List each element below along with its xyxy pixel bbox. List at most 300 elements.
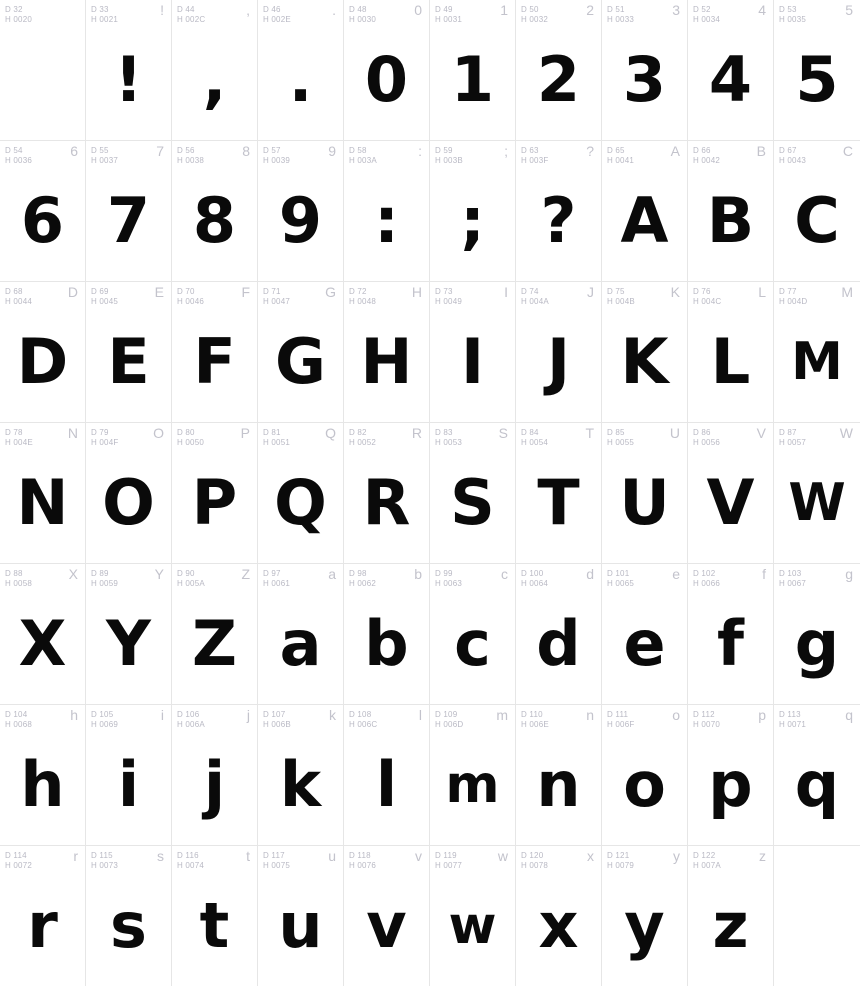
glyph-reference-character: n	[586, 707, 594, 723]
glyph-reference-character: U	[669, 425, 680, 441]
glyph-decimal-code: D 112	[693, 710, 715, 719]
glyph-decimal-code: D 83	[435, 428, 453, 437]
glyph-sample: C	[794, 184, 840, 257]
glyph-hex-code: H 0063	[435, 579, 462, 588]
glyph-decimal-code: D 57	[263, 146, 281, 155]
glyph-decimal-code: D 67	[779, 146, 797, 155]
glyph-cell[interactable]	[688, 705, 774, 845]
glyph-cell[interactable]	[516, 141, 602, 281]
glyph-hex-code: H 006F	[607, 720, 635, 729]
glyph-decimal-code: D 55	[91, 146, 109, 155]
glyph-reference-character: f	[762, 566, 766, 582]
glyph-sample: 3	[622, 43, 667, 116]
glyph-decimal-code: D 100	[521, 569, 544, 578]
glyph-reference-character: 4	[758, 2, 766, 18]
glyph-codepoint-meta	[435, 851, 462, 871]
glyph-cell[interactable]	[258, 0, 344, 140]
glyph-cell[interactable]	[172, 141, 258, 281]
glyph-reference-character: v	[415, 848, 422, 864]
glyph-reference-character: t	[246, 848, 250, 864]
glyph-decimal-code: D 48	[349, 5, 367, 14]
glyph-hex-code: H 0061	[263, 579, 290, 588]
glyph-cell[interactable]	[344, 564, 430, 704]
glyph-decimal-code: D 53	[779, 5, 797, 14]
glyph-cell[interactable]	[172, 282, 258, 422]
glyph-cell[interactable]	[430, 705, 516, 845]
glyph-cell[interactable]	[688, 564, 774, 704]
glyph-cell[interactable]	[430, 846, 516, 986]
glyph-codepoint-meta	[263, 710, 291, 730]
glyph-cell[interactable]	[688, 141, 774, 281]
glyph-hex-code: H 0020	[5, 15, 32, 24]
glyph-reference-character: o	[672, 707, 680, 723]
glyph-hex-code: H 0055	[607, 438, 634, 447]
glyph-reference-character: W	[839, 425, 853, 441]
glyph-hex-code: H 004B	[607, 297, 635, 306]
glyph-reference-character: m	[496, 707, 508, 723]
glyph-reference-character: B	[756, 143, 766, 159]
glyph-hex-code: H 0030	[349, 15, 376, 24]
glyph-reference-character: F	[241, 284, 250, 300]
glyph-reference-character: b	[414, 566, 422, 582]
glyph-sample: Y	[106, 607, 151, 680]
glyph-reference-character: Q	[325, 425, 336, 441]
glyph-sample: f	[717, 607, 744, 680]
glyph-hex-code: H 005A	[177, 579, 205, 588]
glyph-sample: i	[117, 748, 140, 821]
glyph-decimal-code: D 118	[349, 851, 371, 860]
glyph-hex-code: H 0075	[263, 861, 290, 870]
glyph-codepoint-meta	[177, 287, 204, 307]
glyph-decimal-code: D 117	[263, 851, 285, 860]
glyph-cell[interactable]	[688, 846, 774, 986]
glyph-hex-code: H 0079	[607, 861, 634, 870]
glyph-sample: 6	[20, 184, 65, 257]
glyph-codepoint-meta	[435, 710, 463, 730]
glyph-hex-code: H 0054	[521, 438, 548, 447]
glyph-decimal-code: D 121	[607, 851, 630, 860]
glyph-codepoint-meta	[349, 5, 376, 25]
glyph-reference-character: 3	[672, 2, 680, 18]
glyph-cell[interactable]	[602, 564, 688, 704]
glyph-sample: k	[279, 748, 322, 821]
glyph-sample: :	[374, 184, 399, 257]
glyph-decimal-code: D 68	[5, 287, 23, 296]
glyph-codepoint-meta	[263, 569, 290, 589]
glyph-hex-code: H 0039	[263, 156, 290, 165]
glyph-reference-character: y	[673, 848, 680, 864]
glyph-hex-code: H 0053	[435, 438, 462, 447]
glyph-sample: q	[794, 748, 840, 821]
glyph-reference-character: p	[758, 707, 766, 723]
glyph-sample: 9	[278, 184, 323, 257]
glyph-decimal-code: D 77	[779, 287, 797, 296]
glyph-decimal-code: D 107	[263, 710, 286, 719]
glyph-hex-code: H 004A	[521, 297, 549, 306]
glyph-sample: R	[362, 466, 411, 539]
glyph-codepoint-meta	[349, 428, 376, 448]
glyph-decimal-code: D 87	[779, 428, 797, 437]
glyph-reference-character: E	[154, 284, 164, 300]
glyph-codepoint-meta	[607, 5, 634, 25]
glyph-decimal-code: D 81	[263, 428, 281, 437]
glyph-cell[interactable]	[172, 705, 258, 845]
glyph-decimal-code: D 71	[263, 287, 281, 296]
glyph-reference-character: T	[585, 425, 594, 441]
glyph-cell[interactable]	[688, 0, 774, 140]
glyph-hex-code: H 0076	[349, 861, 376, 870]
glyph-decimal-code: D 119	[435, 851, 457, 860]
glyph-codepoint-meta	[521, 569, 548, 589]
glyph-decimal-code: D 90	[177, 569, 195, 578]
glyph-cell[interactable]	[258, 282, 344, 422]
glyph-sample: E	[107, 325, 150, 398]
glyph-reference-character: j	[246, 707, 250, 723]
glyph-reference-character: G	[325, 284, 336, 300]
glyph-sample: A	[620, 184, 669, 257]
glyph-sample	[774, 872, 860, 980]
glyph-codepoint-meta	[5, 428, 33, 448]
glyph-cell[interactable]	[602, 141, 688, 281]
glyph-decimal-code: D 73	[435, 287, 453, 296]
glyph-sample: T	[537, 466, 580, 539]
glyph-decimal-code: D 56	[177, 146, 195, 155]
glyph-codepoint-meta	[435, 287, 462, 307]
glyph-decimal-code: D 106	[177, 710, 200, 719]
glyph-decimal-code: D 86	[693, 428, 711, 437]
glyph-hex-code: H 0071	[779, 720, 806, 729]
glyph-cell[interactable]	[0, 564, 86, 704]
glyph-cell[interactable]	[430, 282, 516, 422]
glyph-cell[interactable]	[430, 564, 516, 704]
glyph-sample: w	[448, 896, 497, 956]
glyph-codepoint-meta	[435, 146, 463, 166]
glyph-reference-character: :	[418, 143, 422, 159]
glyph-decimal-code: D 66	[693, 146, 711, 155]
glyph-codepoint-meta	[779, 5, 806, 25]
glyph-cell[interactable]	[516, 0, 602, 140]
glyph-hex-code: H 0069	[91, 720, 118, 729]
glyph-codepoint-meta	[693, 569, 720, 589]
glyph-decimal-code: D 113	[779, 710, 801, 719]
glyph-sample: y	[624, 889, 665, 962]
glyph-reference-character: ?	[586, 143, 594, 159]
glyph-sample: a	[279, 607, 322, 680]
glyph-decimal-code: D 104	[5, 710, 28, 719]
glyph-cell[interactable]	[0, 0, 86, 140]
glyph-hex-code: H 0073	[91, 861, 118, 870]
glyph-codepoint-meta	[779, 428, 806, 448]
glyph-codepoint-meta	[607, 710, 634, 730]
glyph-hex-code: H 0021	[91, 15, 118, 24]
glyph-reference-character: Z	[241, 566, 250, 582]
glyph-hex-code: H 0062	[349, 579, 376, 588]
glyph-decimal-code: D 82	[349, 428, 367, 437]
glyph-decimal-code: D 110	[521, 710, 543, 719]
glyph-cell[interactable]	[86, 705, 172, 845]
glyph-codepoint-meta	[779, 287, 807, 307]
glyph-hex-code: H 0047	[263, 297, 290, 306]
glyph-decimal-code: D 74	[521, 287, 539, 296]
glyph-codepoint-meta	[5, 851, 32, 871]
glyph-cell[interactable]	[774, 0, 860, 140]
glyph-row	[0, 282, 860, 423]
glyph-codepoint-meta	[779, 569, 806, 589]
glyph-hex-code: H 003A	[349, 156, 377, 165]
glyph-decimal-code: D 120	[521, 851, 544, 860]
glyph-cell[interactable]	[516, 423, 602, 563]
glyph-cell[interactable]	[774, 846, 860, 986]
glyph-decimal-code: D 79	[91, 428, 109, 437]
glyph-codepoint-meta	[349, 569, 376, 589]
glyph-sample: !	[114, 43, 143, 116]
glyph-codepoint-meta	[177, 428, 204, 448]
glyph-sample: j	[203, 748, 226, 821]
glyph-codepoint-meta	[263, 851, 290, 871]
glyph-reference-character: 0	[414, 2, 422, 18]
glyph-decimal-code: D 80	[177, 428, 195, 437]
glyph-decimal-code: D 75	[607, 287, 625, 296]
glyph-sample: 0	[364, 43, 409, 116]
glyph-cell[interactable]	[344, 423, 430, 563]
glyph-reference-character: 7	[156, 143, 164, 159]
glyph-decimal-code: D 115	[91, 851, 113, 860]
glyph-reference-character: q	[845, 707, 853, 723]
glyph-cell[interactable]	[344, 282, 430, 422]
glyph-cell[interactable]	[344, 705, 430, 845]
glyph-sample: s	[110, 889, 147, 962]
glyph-codepoint-meta	[435, 569, 462, 589]
glyph-decimal-code: D 50	[521, 5, 539, 14]
glyph-decimal-code: D 44	[177, 5, 195, 14]
glyph-cell[interactable]	[688, 282, 774, 422]
glyph-cell[interactable]	[172, 564, 258, 704]
glyph-hex-code: H 003B	[435, 156, 463, 165]
glyph-reference-character: e	[672, 566, 680, 582]
glyph-hex-code: H 0070	[693, 720, 720, 729]
glyph-cell[interactable]	[0, 423, 86, 563]
glyph-decimal-code: D 70	[177, 287, 195, 296]
glyph-cell[interactable]	[86, 564, 172, 704]
glyph-decimal-code: D 52	[693, 5, 711, 14]
glyph-hex-code: H 007A	[693, 861, 721, 870]
glyph-cell[interactable]	[774, 705, 860, 845]
glyph-sample: c	[454, 607, 491, 680]
glyph-sample: o	[623, 748, 666, 821]
glyph-codepoint-meta	[779, 710, 806, 730]
glyph-cell[interactable]	[344, 0, 430, 140]
glyph-decimal-code: D 114	[5, 851, 27, 860]
glyph-sample: L	[710, 325, 751, 398]
glyph-reference-character: H	[411, 284, 422, 300]
glyph-hex-code: H 0052	[349, 438, 376, 447]
glyph-hex-code: H 003F	[521, 156, 549, 165]
glyph-reference-character: P	[240, 425, 250, 441]
glyph-decimal-code: D 89	[91, 569, 109, 578]
glyph-reference-character: 2	[586, 2, 594, 18]
glyph-cell[interactable]	[774, 282, 860, 422]
glyph-hex-code: H 0045	[91, 297, 118, 306]
glyph-hex-code: H 0058	[5, 579, 32, 588]
glyph-codepoint-meta	[693, 287, 721, 307]
glyph-codepoint-meta	[177, 569, 205, 589]
glyph-sample: 8	[192, 184, 237, 257]
glyph-decimal-code: D 58	[349, 146, 367, 155]
glyph-reference-character: V	[756, 425, 766, 441]
glyph-sample: .	[288, 43, 313, 116]
glyph-sample: ?	[540, 184, 577, 257]
glyph-hex-code: H 0044	[5, 297, 32, 306]
glyph-cell[interactable]	[258, 423, 344, 563]
glyph-cell[interactable]	[344, 141, 430, 281]
glyph-hex-code: H 006B	[263, 720, 291, 729]
glyph-cell[interactable]	[774, 564, 860, 704]
glyph-reference-character: i	[160, 707, 164, 723]
glyph-hex-code: H 0035	[779, 15, 806, 24]
glyph-cell[interactable]	[430, 423, 516, 563]
glyph-cell[interactable]	[86, 0, 172, 140]
glyph-codepoint-meta	[349, 710, 377, 730]
glyph-decimal-code: D 59	[435, 146, 453, 155]
glyph-codepoint-meta	[5, 5, 32, 25]
glyph-codepoint-meta	[521, 287, 549, 307]
glyph-sample: h	[20, 748, 65, 821]
glyph-codepoint-meta	[693, 428, 720, 448]
glyph-cell[interactable]	[0, 705, 86, 845]
glyph-reference-character: C	[842, 143, 853, 159]
glyph-cell[interactable]	[86, 282, 172, 422]
glyph-codepoint-meta	[5, 710, 32, 730]
glyph-reference-character: 9	[328, 143, 336, 159]
glyph-codepoint-meta	[693, 710, 720, 730]
glyph-reference-character: u	[328, 848, 336, 864]
glyph-cell[interactable]	[172, 0, 258, 140]
glyph-cell[interactable]	[172, 423, 258, 563]
glyph-cell[interactable]	[0, 282, 86, 422]
glyph-cell[interactable]	[0, 846, 86, 986]
glyph-sample: t	[199, 889, 230, 962]
glyph-codepoint-meta	[349, 851, 376, 871]
glyph-cell[interactable]	[258, 705, 344, 845]
glyph-codepoint-meta	[607, 146, 634, 166]
glyph-codepoint-meta	[91, 569, 118, 589]
glyph-reference-character: X	[68, 566, 78, 582]
glyph-sample: 4	[708, 43, 753, 116]
glyph-reference-character: I	[504, 284, 508, 300]
glyph-reference-character: A	[670, 143, 680, 159]
glyph-reference-character: k	[329, 707, 336, 723]
glyph-decimal-code: D 84	[521, 428, 539, 437]
glyph-sample: S	[450, 466, 495, 539]
glyph-decimal-code: D 97	[263, 569, 281, 578]
glyph-cell[interactable]	[516, 846, 602, 986]
glyph-hex-code: H 0043	[779, 156, 806, 165]
glyph-hex-code: H 004F	[91, 438, 119, 447]
glyph-sample: O	[102, 466, 155, 539]
glyph-sample: x	[538, 889, 579, 962]
glyph-cell[interactable]	[516, 282, 602, 422]
glyph-cell[interactable]	[774, 141, 860, 281]
glyph-row	[0, 846, 860, 986]
glyph-cell[interactable]	[86, 423, 172, 563]
glyph-sample: 2	[536, 43, 581, 116]
glyph-cell[interactable]	[774, 423, 860, 563]
glyph-reference-character: z	[759, 848, 766, 864]
glyph-cell[interactable]	[258, 141, 344, 281]
glyph-codepoint-meta	[779, 146, 806, 166]
glyph-cell[interactable]	[602, 423, 688, 563]
glyph-codepoint-meta	[521, 146, 548, 166]
glyph-cell[interactable]	[86, 141, 172, 281]
glyph-hex-code: H 006E	[521, 720, 549, 729]
glyph-decimal-code: D 51	[607, 5, 625, 14]
glyph-cell[interactable]	[258, 846, 344, 986]
glyph-sample: F	[193, 325, 236, 398]
glyph-cell[interactable]	[688, 423, 774, 563]
glyph-decimal-code: D 78	[5, 428, 23, 437]
glyph-hex-code: H 0034	[693, 15, 720, 24]
glyph-hex-code: H 006A	[177, 720, 205, 729]
glyph-sample: H	[360, 325, 413, 398]
glyph-hex-code: H 0074	[177, 861, 204, 870]
glyph-decimal-code: D 69	[91, 287, 109, 296]
glyph-sample: U	[619, 466, 670, 539]
glyph-cell[interactable]	[602, 846, 688, 986]
glyph-cell[interactable]	[516, 564, 602, 704]
glyph-cell[interactable]	[430, 0, 516, 140]
glyph-sample: V	[706, 466, 755, 539]
glyph-codepoint-meta	[177, 851, 204, 871]
glyph-reference-character: !	[160, 2, 164, 18]
glyph-decimal-code: D 49	[435, 5, 453, 14]
glyph-cell[interactable]	[172, 846, 258, 986]
glyph-cell[interactable]	[0, 141, 86, 281]
glyph-decimal-code: D 76	[693, 287, 711, 296]
glyph-reference-character: 6	[70, 143, 78, 159]
glyph-sample: e	[623, 607, 666, 680]
glyph-cell[interactable]	[602, 705, 688, 845]
glyph-cell[interactable]	[86, 846, 172, 986]
glyph-cell[interactable]	[258, 564, 344, 704]
glyph-sample: 1	[450, 43, 495, 116]
glyph-reference-character: w	[497, 848, 508, 864]
glyph-codepoint-meta	[607, 851, 634, 871]
glyph-hex-code: H 002C	[177, 15, 206, 24]
glyph-codepoint-meta	[607, 428, 634, 448]
glyph-decimal-code: D 122	[693, 851, 716, 860]
glyph-cell[interactable]	[602, 282, 688, 422]
glyph-decimal-code: D 88	[5, 569, 23, 578]
glyph-cell[interactable]	[344, 846, 430, 986]
glyph-sample: ,	[202, 43, 227, 116]
glyph-sample: v	[366, 889, 407, 962]
glyph-decimal-code: D 54	[5, 146, 23, 155]
glyph-reference-character: 1	[500, 2, 508, 18]
glyph-codepoint-meta	[263, 5, 291, 25]
glyph-codepoint-meta	[607, 569, 634, 589]
glyph-hex-code: H 004E	[5, 438, 33, 447]
glyph-cell[interactable]	[602, 0, 688, 140]
glyph-sample: n	[536, 748, 581, 821]
glyph-cell[interactable]	[430, 141, 516, 281]
glyph-reference-character: K	[670, 284, 680, 300]
glyph-hex-code: H 0064	[521, 579, 548, 588]
glyph-cell[interactable]	[516, 705, 602, 845]
glyph-sample: P	[191, 466, 238, 539]
glyph-reference-character: N	[67, 425, 78, 441]
glyph-decimal-code: D 101	[607, 569, 630, 578]
glyph-reference-character: D	[67, 284, 78, 300]
